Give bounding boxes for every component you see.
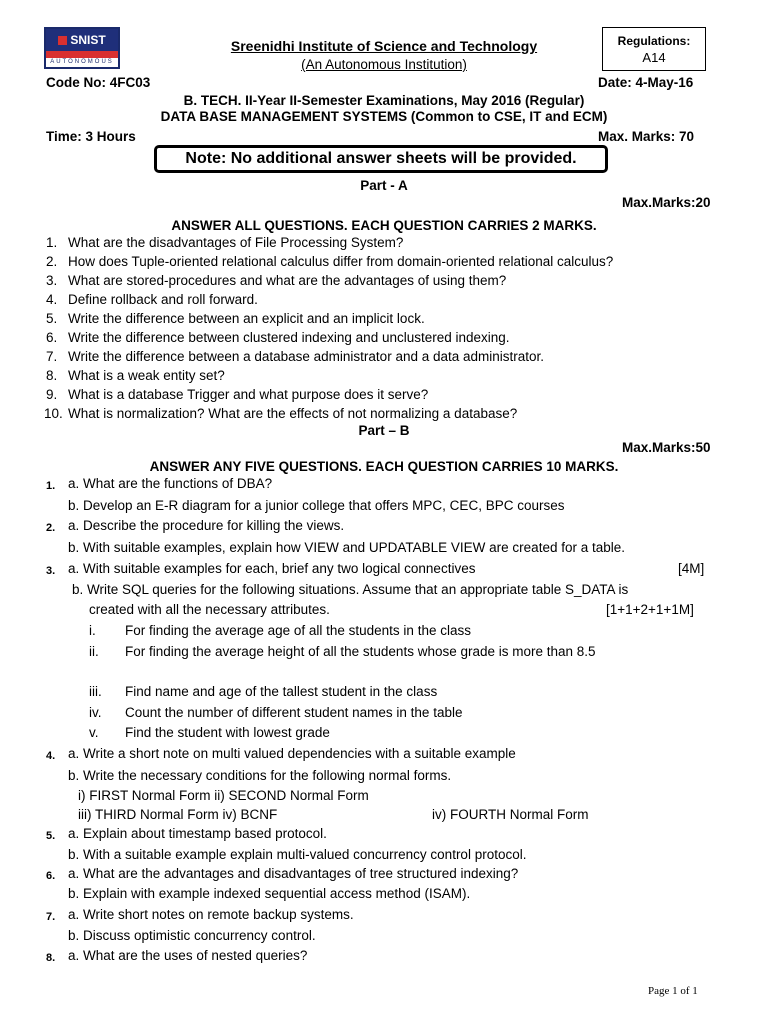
sub-question-text: For finding the average height of all the students whose grade is more than 8.5 xyxy=(125,644,596,659)
question-number: 6. xyxy=(46,870,56,882)
question-text: a. Explain about timestamp based protocol. xyxy=(68,826,327,841)
question-number: 6. xyxy=(46,330,58,345)
question-text: iv) FOURTH Normal Form xyxy=(432,807,589,822)
logo-subtext: AUTONOMOUS xyxy=(50,59,114,65)
question-text: a. What are the uses of nested queries? xyxy=(68,948,308,963)
sub-question-number: ii. xyxy=(89,644,99,659)
question-number: 5. xyxy=(46,311,58,326)
question-text: b. Write the necessary conditions for the following normal forms. xyxy=(68,768,452,783)
regulations-box xyxy=(602,27,706,71)
question-number: 2. xyxy=(46,254,58,269)
question-text: Define rollback and roll forward. xyxy=(68,292,258,307)
question-text: b. Write SQL queries for the following situations. Assume that an appropriate table S_DATA is xyxy=(72,582,629,597)
exam-time: Time: 3 Hours xyxy=(46,129,136,144)
sub-question-number: iii. xyxy=(89,684,102,699)
institute-subtitle: (An Autonomous Institution) xyxy=(301,57,467,72)
question-text: Write the difference between an explicit and an implicit lock. xyxy=(68,311,425,326)
question-marks: [1+1+2+1+1M] xyxy=(606,602,694,617)
question-text: a. With suitable examples for each, brief any two logical connectives xyxy=(68,561,476,576)
question-text: What are the disadvantages of File Processing System? xyxy=(68,235,404,250)
question-number: 7. xyxy=(46,349,58,364)
question-marks: [4M] xyxy=(678,561,705,576)
question-number: 1. xyxy=(46,480,56,492)
part-a-max-marks: Max.Marks:20 xyxy=(622,195,711,210)
question-text: b. With suitable examples, explain how VIEW and UPDATABLE VIEW are created for a table. xyxy=(68,540,626,555)
part-b-max-marks: Max.Marks:50 xyxy=(622,440,711,455)
question-text: b. Explain with example indexed sequential access method (ISAM). xyxy=(68,886,471,901)
code-number: Code No: 4FC03 xyxy=(46,75,151,90)
part-b-title: Part – B xyxy=(358,423,410,438)
sub-question-number: v. xyxy=(89,725,99,740)
question-text: a. What are the functions of DBA? xyxy=(68,476,273,491)
question-number: 4. xyxy=(46,750,56,762)
institute-name: Sreenidhi Institute of Science and Technology xyxy=(230,38,538,54)
question-number: 10. xyxy=(44,406,63,421)
subject-title: DATA BASE MANAGEMENT SYSTEMS (Common to CSE, IT and ECM) xyxy=(160,109,608,124)
question-number: 5. xyxy=(46,830,56,842)
exam-title: B. TECH. II-Year II-Semester Examinations, May 2016 (Regular) xyxy=(183,93,585,108)
part-a-instruction: ANSWER ALL QUESTIONS. EACH QUESTION CARRIES 2 MARKS. xyxy=(171,218,597,233)
exam-date: Date: 4-May-16 xyxy=(598,75,694,90)
sub-question-number: iv. xyxy=(89,705,102,720)
sub-question-text: Find the student with lowest grade xyxy=(125,725,330,740)
question-text: b. With a suitable example explain multi-valued concurrency control protocol. xyxy=(68,847,527,862)
regulations-label: Regulations: xyxy=(617,34,691,48)
question-text: a. Describe the procedure for killing the views. xyxy=(68,518,345,533)
sub-question-text: For finding the average age of all the students in the class xyxy=(125,623,471,638)
question-text: i) FIRST Normal Form ii) SECOND Normal Form xyxy=(78,788,369,803)
note-box xyxy=(154,145,608,173)
question-text: How does Tuple-oriented relational calculus differ from domain-oriented relational calculus? xyxy=(68,254,614,269)
sub-question-number: i. xyxy=(89,623,96,638)
exam-max-marks: Max. Marks: 70 xyxy=(598,129,695,144)
logo-text: SNIST xyxy=(70,33,106,47)
question-text: Write the difference between a database administrator and a data administrator. xyxy=(68,349,545,364)
sub-question-text: Count the number of different student names in the table xyxy=(125,705,463,720)
question-text: Write the difference between clustered indexing and unclustered indexing. xyxy=(68,330,510,345)
question-text: What are stored-procedures and what are the advantages of using them? xyxy=(68,273,507,288)
sub-question-text: Find name and age of the tallest student in the class xyxy=(125,684,438,699)
question-number: 2. xyxy=(46,522,56,534)
note-text: Note: No additional answer sheets will be provided. xyxy=(185,150,577,167)
question-number: 8. xyxy=(46,952,56,964)
question-text: a. What are the advantages and disadvantages of tree structured indexing? xyxy=(68,866,519,881)
question-text: What is a database Trigger and what purpose does it serve? xyxy=(68,387,429,402)
page-number: Page 1 of 1 xyxy=(648,985,698,997)
part-b-instruction: ANSWER ANY FIVE QUESTIONS. EACH QUESTION CARRIES 10 MARKS. xyxy=(149,459,619,474)
question-number: 9. xyxy=(46,387,58,402)
question-text: a. Write a short note on multi valued dependencies with a suitable example xyxy=(68,746,516,761)
question-number: 3. xyxy=(46,565,56,577)
question-text: b. Discuss optimistic concurrency control. xyxy=(68,928,316,943)
question-number: 4. xyxy=(46,292,58,307)
question-text: b. Develop an E-R diagram for a junior college that offers MPC, CEC, BPC courses xyxy=(68,498,565,513)
question-number: 3. xyxy=(46,273,58,288)
regulations-value: A14 xyxy=(642,50,666,65)
question-number: 8. xyxy=(46,368,58,383)
question-text: What is a weak entity set? xyxy=(68,368,225,383)
question-text: What is normalization? What are the effects of not normalizing a database? xyxy=(68,406,518,421)
question-text: iii) THIRD Normal Form iv) BCNF xyxy=(78,807,278,822)
question-number: 1. xyxy=(46,235,58,250)
part-a-title: Part - A xyxy=(360,178,408,193)
question-text: a. Write short notes on remote backup systems. xyxy=(68,907,354,922)
question-number: 7. xyxy=(46,911,56,923)
question-text: created with all the necessary attributes. xyxy=(89,602,330,617)
